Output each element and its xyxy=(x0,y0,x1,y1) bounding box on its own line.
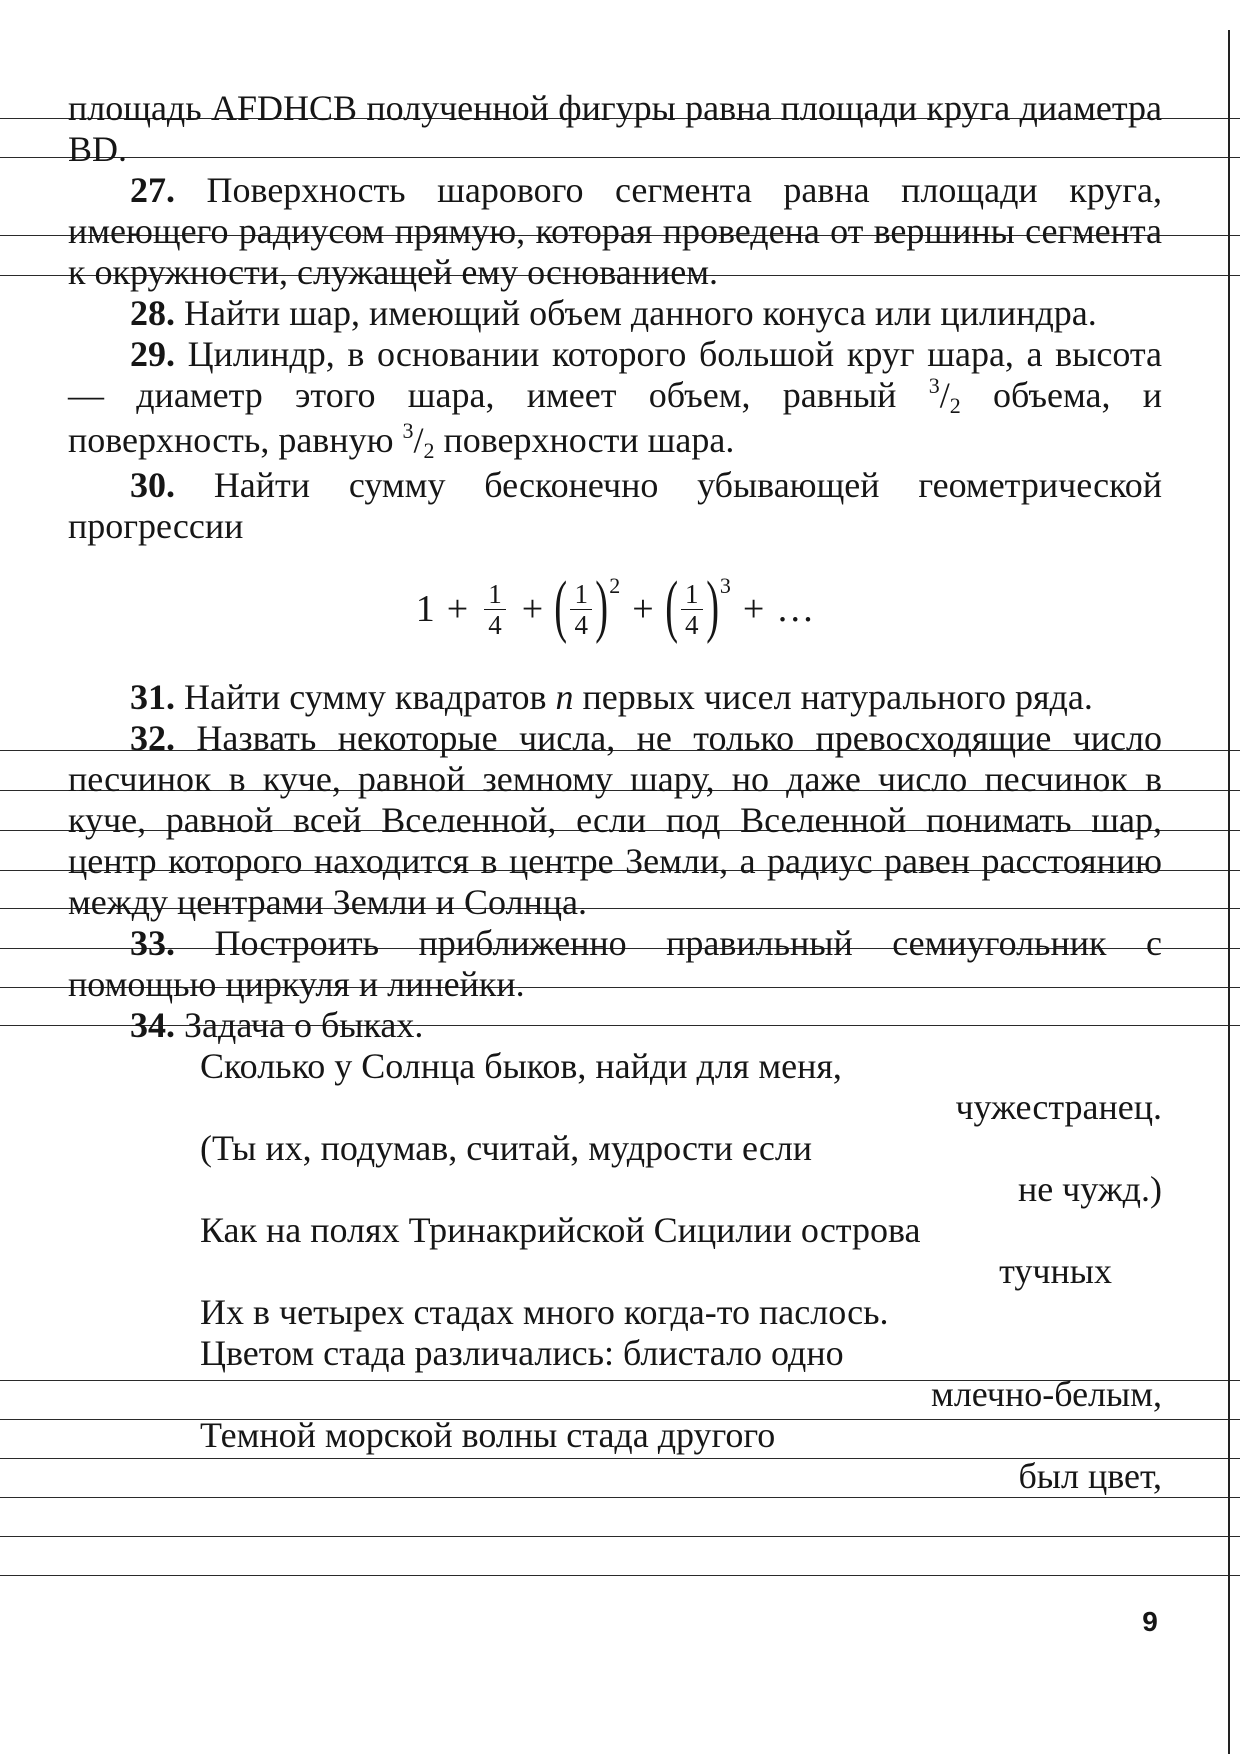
formula-plus: + xyxy=(521,587,544,630)
paragraph-34 xyxy=(68,1005,1162,1046)
right-paren: ) xyxy=(705,568,719,645)
page-number: 9 xyxy=(1142,1606,1158,1637)
formula-term-one: 1 xyxy=(415,587,435,630)
paragraph-28 xyxy=(68,293,1162,334)
page-edge-line xyxy=(1228,30,1230,1754)
fraction-numerator: 1 xyxy=(681,579,703,610)
item-number: 27. xyxy=(130,170,175,210)
variable-n: n xyxy=(555,677,574,717)
fraction-numerator: 1 xyxy=(484,579,506,610)
ruled-line xyxy=(0,1536,1240,1537)
fraction-denominator: 4 xyxy=(574,609,588,640)
poem-line: Цветом стада различались: блистало одно xyxy=(200,1333,844,1373)
formula-plus: + xyxy=(742,587,765,630)
paragraph-31 xyxy=(68,677,1162,718)
item-text: объема, и поверхность, равную xyxy=(68,375,1163,460)
formula-ellipsis: … xyxy=(776,587,815,630)
poem-line: Сколько у Солнца быков, найди для меня, xyxy=(200,1046,842,1086)
formula-fraction xyxy=(484,579,506,640)
item-number: 31. xyxy=(130,677,175,717)
fraction-numerator: 1 xyxy=(570,579,592,610)
item-text: поверхности шара. xyxy=(443,420,735,460)
poem-line-continuation: чужестранец. xyxy=(955,1087,1162,1127)
fraction-three-halves: $^3$/2 xyxy=(928,373,961,418)
cattle-problem-poem xyxy=(200,1046,1162,1497)
item-text: Поверхность шарового сегмента равна площади круга, имеющего радиусом прямую, которая проведена от вершины сегмента к окружности, служащей ему основанием. xyxy=(68,170,1162,292)
formula-exponent: 3 xyxy=(719,572,731,598)
formula-plus: + xyxy=(632,587,654,630)
paragraph-26-tail: площадь AFDHCB полученной фигуры равна площади круга диаметра BD. xyxy=(68,88,1162,169)
item-text: первых чисел натурального ряда. xyxy=(582,677,1093,717)
ruled-line xyxy=(0,1575,1240,1576)
left-paren: ( xyxy=(554,568,568,645)
paragraph-33 xyxy=(68,923,1162,1005)
item-text: Найти сумму квадратов xyxy=(184,677,547,717)
item-number: 29. xyxy=(130,334,175,374)
fraction-three-halves: $^3$/2 xyxy=(402,418,435,463)
poem-line: Их в четырех стадах много когда-то паслось. xyxy=(200,1292,889,1332)
poem-line-continuation: был цвет, xyxy=(1018,1456,1162,1496)
poem-line: Темной морской волны стада другого xyxy=(200,1415,776,1455)
item-number: 33. xyxy=(130,923,175,963)
poem-line-continuation: не чужд.) xyxy=(1017,1169,1162,1209)
poem-line: (Ты их, подумав, считай, мудрости если xyxy=(200,1128,813,1168)
ruled-line xyxy=(0,1497,1240,1498)
item-number: 30. xyxy=(130,465,175,505)
item-number: 28. xyxy=(130,293,175,333)
item-text: Построить приближенно правильный семиугольник с помощью циркуля и линейки. xyxy=(68,923,1162,1004)
item-text: Назвать некоторые числа, не только превосходящие число песчинок в куче, равной земному шару, но даже число песчинок в куче, равной всей Вселенной, если под Вселенной понимать шар, центр которого находится в центре Земли, а радиус равен расстоянию между центрами Земли и Солнца. xyxy=(68,718,1163,922)
fraction-denominator: 4 xyxy=(685,609,699,640)
paragraph-32 xyxy=(68,718,1162,923)
item-text: Задача о быках. xyxy=(184,1005,424,1045)
formula-fraction xyxy=(570,579,592,640)
fraction-denominator: 4 xyxy=(488,609,502,640)
paragraph-30 xyxy=(68,465,1162,547)
formula-plus: + xyxy=(446,587,469,630)
series-formula xyxy=(68,563,1162,655)
paragraph-27 xyxy=(68,170,1162,293)
poem-line-continuation: тучных xyxy=(999,1251,1112,1291)
item-text: Найти шар, имеющий объем данного конуса или цилиндра. xyxy=(184,293,1097,333)
poem-line-continuation: млечно-белым, xyxy=(931,1374,1162,1414)
poem-line: Как на полях Тринакрийской Сицилии острова xyxy=(200,1210,921,1250)
left-paren: ( xyxy=(664,568,678,645)
right-paren: ) xyxy=(595,568,609,645)
item-text: Цилиндр, в основании которого большой круг шара, а высота — диаметр этого шара, имеет объем, равный xyxy=(68,334,1162,415)
item-text: Найти сумму бесконечно убывающей геометрической прогрессии xyxy=(68,465,1163,546)
paragraph-29 xyxy=(68,334,1162,465)
page-text xyxy=(68,88,1162,1497)
item-number: 32. xyxy=(130,718,175,758)
item-number: 34. xyxy=(130,1005,175,1045)
formula-exponent: 2 xyxy=(609,572,621,598)
formula-fraction xyxy=(681,579,703,640)
